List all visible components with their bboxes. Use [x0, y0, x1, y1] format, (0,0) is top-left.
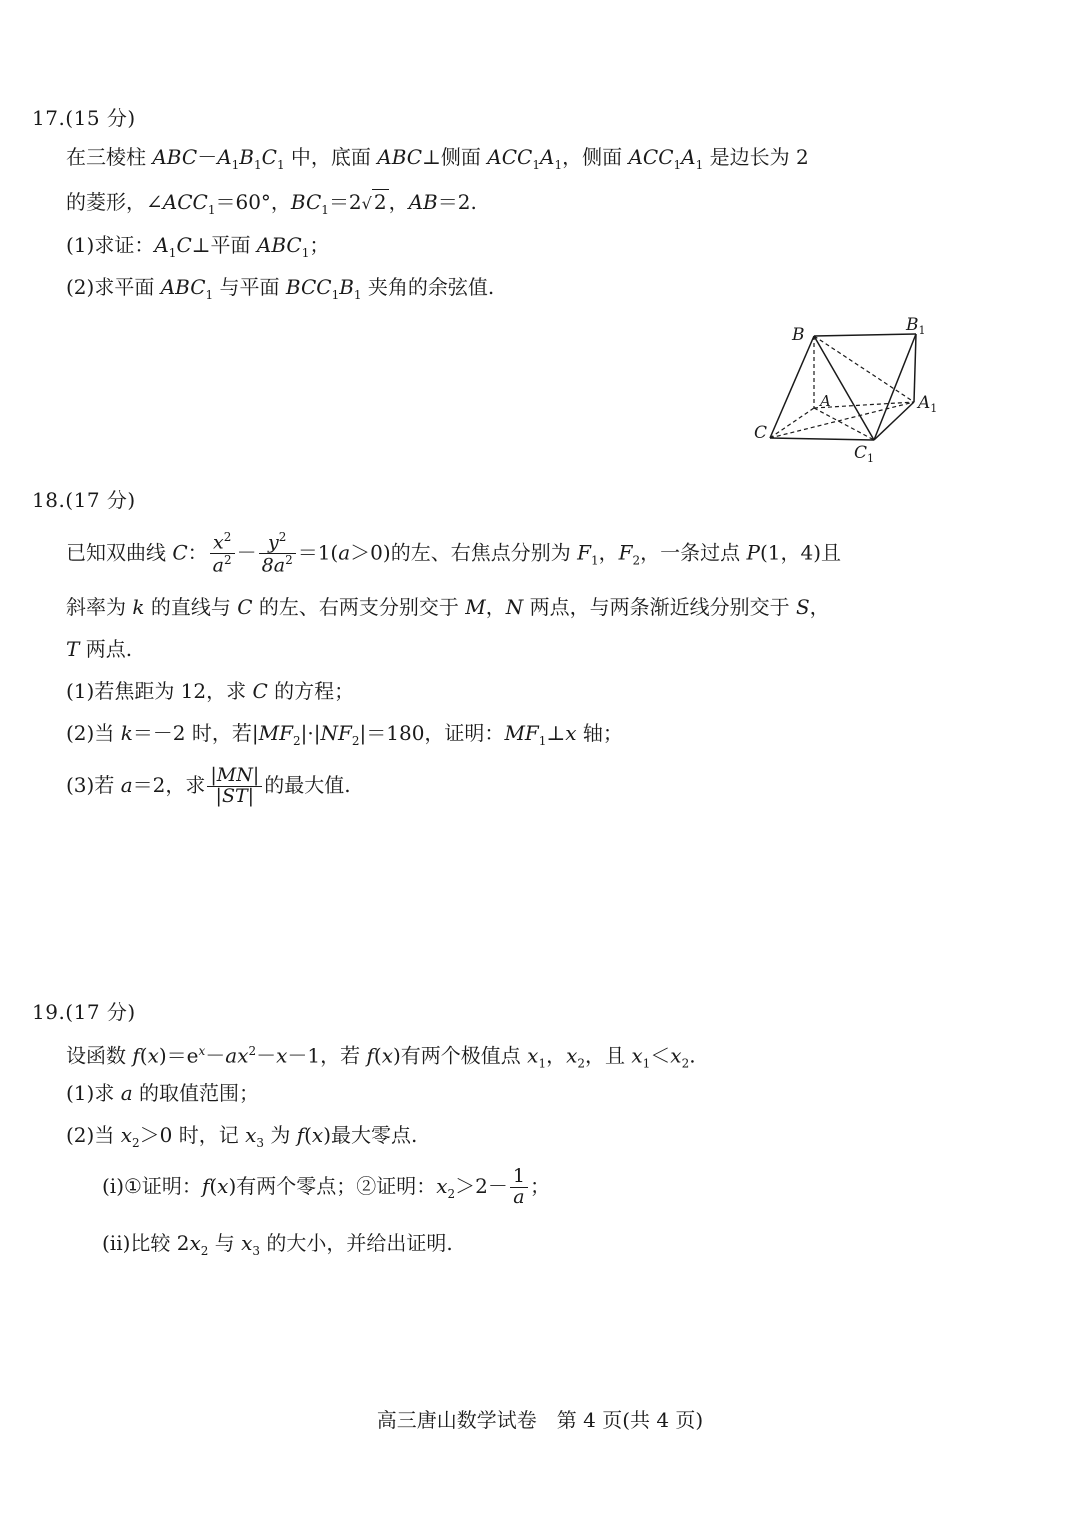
page-footer: 高三唐山数学试卷 第 4 页(共 4 页) — [376, 1408, 704, 1432]
label-C1: $C_1$ — [854, 443, 875, 465]
edge-B1-C1 — [874, 334, 916, 440]
edge-B-B1 — [814, 334, 916, 336]
q17-stem-line2: 的菱形，$\angle ACC_1=60^\circ$，$BC_1=2√$ 2 ，AB＝2. — [66, 190, 477, 217]
fraction-MN-ST: $\frac{|MN|}{|ST|}$ — [207, 766, 262, 807]
q18-stem-line2: 斜率为 k 的直线与 C 的左、右两支分别交于 M，N 两点，与两条渐近线分别交于 S， — [66, 595, 830, 619]
q18-part2: (2)当 k＝－2 时，若$|MF_2|\cdot|NF_2|=180$，证明：$MF_1\perp x$ 轴； — [66, 721, 623, 748]
q19-stem: 设函数 $f(x)=e^x-ax^2-x-1$，若 f(x)有两个极值点 $x_1$，$x_2$，且 $x_1<x_2$. — [66, 1043, 696, 1071]
q18-stem-line3: T 两点. — [66, 637, 133, 661]
edge-C-C1 — [770, 438, 874, 440]
fraction-1-a: $\frac{1}{a}$ — [510, 1167, 528, 1208]
q17-stem-line1: 在三棱柱 $ABC-A_1B_1C_1$ 中，底面 ABC⊥侧面 $ACC_1A_1$，侧面 $ACC_1A_1$ 是边长为 2 — [66, 145, 809, 172]
q17-part1: (1)求证：$A_1C\perp$平面 $ABC_1$； — [66, 233, 330, 260]
q18-header: 18.(17 分) — [32, 488, 136, 512]
q17-header: 17.(15 分) — [32, 106, 136, 130]
fraction-x2-a2: $\frac{x^2}{a^2}$ — [210, 531, 235, 577]
q18-part3: (3)若 a＝2，求 $\frac{|MN|}{|ST|}$ 的最大值. — [66, 764, 351, 807]
q19-part2: (2)当 $x_2>0$ 时，记 $x_3$ 为 f(x)最大零点. — [66, 1123, 418, 1150]
fraction-y2-8a2: $\frac{y^2}{8a^2}$ — [259, 531, 296, 577]
q19-subpart-ii: (ii)比较 $2x_2$ 与 $x_3$ 的大小，并给出证明. — [102, 1231, 453, 1258]
edge-B-C — [770, 336, 814, 438]
label-A1: $A_1$ — [918, 393, 938, 415]
q18-stem-line1: 已知双曲线 C： $\frac{x^2}{a^2}$ － $\frac{y^2}{8a^2}$ ＝1(a＞0)的左、右焦点分别为 $F_1$，$F_2$，一条过点 P(1，4)且 — [66, 530, 842, 577]
prism-figure — [748, 316, 948, 470]
edge-C-A1-hidden — [770, 402, 914, 438]
q17-part2: (2)求平面 $ABC_1$ 与平面 $BCC_1B_1$ 夹角的余弦值. — [66, 275, 495, 302]
q19-header: 19.(17 分) — [32, 1000, 136, 1024]
label-A: A — [820, 392, 831, 410]
q19-part1: (1)求 a 的取值范围； — [66, 1081, 259, 1105]
edge-B-C1 — [814, 336, 874, 440]
label-C: C — [754, 423, 768, 443]
edge-A1-C1 — [874, 402, 914, 440]
label-B: B — [792, 325, 805, 345]
q19-subpart-i: (i)①证明：f(x)有两个零点；②证明：$x_2>2-$ $\frac{1}{a}$ ； — [102, 1165, 550, 1208]
label-B1: $B_1$ — [906, 316, 926, 337]
edge-B1-A1 — [914, 334, 916, 402]
q18-part1: (1)若焦距为 12，求 C 的方程； — [66, 679, 355, 703]
